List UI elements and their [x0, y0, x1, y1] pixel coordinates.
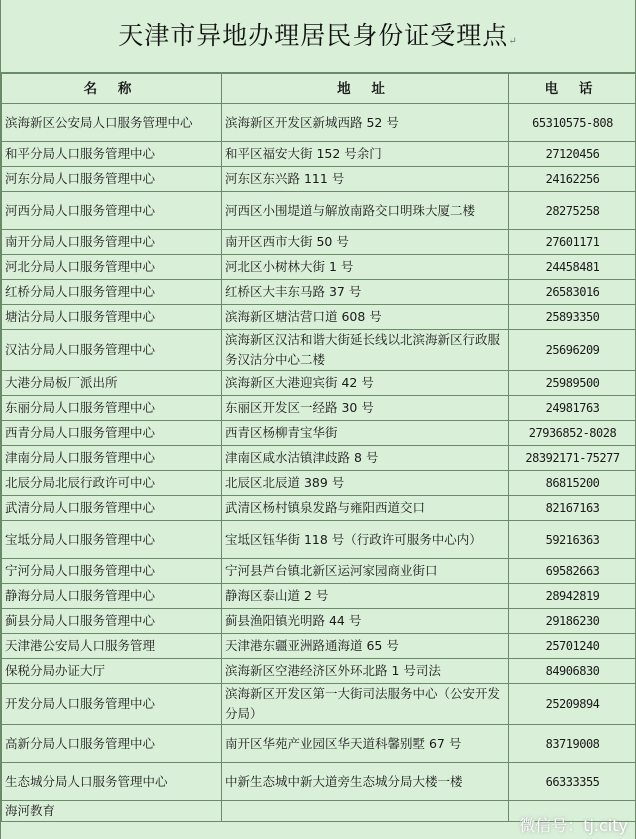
cell-name: 塘沽分局人口服务管理中心: [2, 305, 222, 330]
cell-address: 和平区福安大街 152 号余门: [222, 142, 509, 167]
table-row: [2, 192, 636, 230]
table-row: [2, 471, 636, 496]
cell-name: 高新分局人口服务管理中心: [2, 725, 222, 763]
cell-name: 武清分局人口服务管理中心: [2, 496, 222, 521]
cell-phone: 26583016: [509, 280, 636, 305]
cell-address: 西青区杨柳青宝华街: [222, 421, 509, 446]
cell-name: 海河教育: [2, 801, 222, 822]
table-row: [2, 305, 636, 330]
cell-phone: 69582663: [509, 559, 636, 584]
cell-phone: 24458481: [509, 255, 636, 280]
table-row: [2, 659, 636, 684]
cell-name: 东丽分局人口服务管理中心: [2, 396, 222, 421]
table-row: [2, 280, 636, 305]
cell-address: 滨海新区汉沽和谐大街延长线以北滨海新区行政服务汉沽分中心二楼: [222, 330, 509, 371]
watermark: 微信号：tj.city: [519, 816, 628, 835]
cell-address: 蓟县渔阳镇光明路 44 号: [222, 609, 509, 634]
cell-address: 东丽区开发区一经路 30 号: [222, 396, 509, 421]
cell-address: 宁河县芦台镇北新区运河家园商业街口: [222, 559, 509, 584]
cell-address: 滨海新区空港经济区外环北路 1 号司法: [222, 659, 509, 684]
table-row: [2, 446, 636, 471]
cell-name: 西青分局人口服务管理中心: [2, 421, 222, 446]
cell-address: 红桥区大丰东马路 37 号: [222, 280, 509, 305]
cell-name: 宝坻分局人口服务管理中心: [2, 521, 222, 559]
cell-phone: 28942819: [509, 584, 636, 609]
cell-name: 汉沽分局人口服务管理中心: [2, 330, 222, 371]
cell-address: 南开区西市大街 50 号: [222, 230, 509, 255]
cell-address: 武清区杨村镇泉发路与雍阳西道交口: [222, 496, 509, 521]
table-row: [2, 521, 636, 559]
cell-phone: 27601171: [509, 230, 636, 255]
cell-name: 蓟县分局人口服务管理中心: [2, 609, 222, 634]
cell-name: 和平分局人口服务管理中心: [2, 142, 222, 167]
cell-name: 南开分局人口服务管理中心: [2, 230, 222, 255]
table-row: [2, 330, 636, 371]
cell-phone: 24981763: [509, 396, 636, 421]
table-row: [2, 104, 636, 142]
cell-name: 宁河分局人口服务管理中心: [2, 559, 222, 584]
table-row: [2, 634, 636, 659]
table-row: [2, 142, 636, 167]
cell-phone: 25989500: [509, 371, 636, 396]
cell-phone: 25209894: [509, 684, 636, 725]
table-row: [2, 421, 636, 446]
cell-address: 宝坻区钰华街 118 号（行政许可服务中心内）: [222, 521, 509, 559]
cell-address: 河东区东兴路 111 号: [222, 167, 509, 192]
cell-name: 滨海新区公安局人口服务管理中心: [2, 104, 222, 142]
cell-name: 河北分局人口服务管理中心: [2, 255, 222, 280]
document-title: [1, 0, 635, 73]
cell-name: 保税分局办证大厅: [2, 659, 222, 684]
cell-name: 河西分局人口服务管理中心: [2, 192, 222, 230]
cell-address: 静海区泰山道 2 号: [222, 584, 509, 609]
cell-phone: 25696209: [509, 330, 636, 371]
cell-phone: 28275258: [509, 192, 636, 230]
cell-phone: 83719008: [509, 725, 636, 763]
cell-name: 河东分局人口服务管理中心: [2, 167, 222, 192]
cell-address: 天津港东疆亚洲路通海道 65 号: [222, 634, 509, 659]
table-row: [2, 684, 636, 725]
cell-name: 北辰分局北辰行政许可中心: [2, 471, 222, 496]
table-row: [2, 584, 636, 609]
cell-address: 北辰区北辰道 389 号: [222, 471, 509, 496]
cell-phone: 24162256: [509, 167, 636, 192]
header-address: 地 址: [222, 74, 509, 104]
table-row: [2, 559, 636, 584]
table-row: [2, 255, 636, 280]
table-body: [2, 74, 636, 822]
cell-address: 滨海新区开发区第一大街司法服务中心（公安开发分局）: [222, 684, 509, 725]
cell-phone: 66333355: [509, 763, 636, 801]
cell-address: 滨海新区塘沽营口道 608 号: [222, 305, 509, 330]
cell-phone: 28392171-75277: [509, 446, 636, 471]
table-row: [2, 230, 636, 255]
locations-table: [1, 73, 636, 822]
table-row: [2, 763, 636, 801]
cell-phone: 25893350: [509, 305, 636, 330]
cell-address: 河北区小树林大街 1 号: [222, 255, 509, 280]
cell-phone: 65310575-808: [509, 104, 636, 142]
cell-phone: 84906830: [509, 659, 636, 684]
cell-phone: 29186230: [509, 609, 636, 634]
table-row: [2, 167, 636, 192]
cell-name: 大港分局板厂派出所: [2, 371, 222, 396]
table-row: [2, 725, 636, 763]
cell-phone: 27120456: [509, 142, 636, 167]
table-row: [2, 371, 636, 396]
cell-address: 河西区小围堤道与解放南路交口明珠大厦二楼: [222, 192, 509, 230]
table-row: [2, 496, 636, 521]
cell-address: 津南区咸水沽镇津歧路 8 号: [222, 446, 509, 471]
cell-name: 津南分局人口服务管理中心: [2, 446, 222, 471]
cell-address: 滨海新区开发区新城西路 52 号: [222, 104, 509, 142]
cell-address: 滨海新区大港迎宾街 42 号: [222, 371, 509, 396]
cell-address: [222, 801, 509, 822]
cell-phone: 59216363: [509, 521, 636, 559]
cell-address: 中新生态城中新大道旁生态城分局大楼一楼: [222, 763, 509, 801]
cell-name: 生态城分局人口服务管理中心: [2, 763, 222, 801]
cell-phone: 27936852-8028: [509, 421, 636, 446]
title-text: 天津市异地办理居民身份证受理点: [118, 21, 509, 50]
cell-address: 南开区华苑产业园区华天道科馨别墅 67 号: [222, 725, 509, 763]
table-row: [2, 609, 636, 634]
paragraph-mark: ↵: [508, 36, 518, 47]
cell-phone: 25701240: [509, 634, 636, 659]
header-phone: 电 话: [509, 74, 636, 104]
header-name: 名 称: [2, 74, 222, 104]
cell-name: 天津港公安局人口服务管理: [2, 634, 222, 659]
cell-phone: 86815200: [509, 471, 636, 496]
cell-phone: 82167163: [509, 496, 636, 521]
cell-name: 开发分局人口服务管理中心: [2, 684, 222, 725]
cell-name: 静海分局人口服务管理中心: [2, 584, 222, 609]
cell-name: 红桥分局人口服务管理中心: [2, 280, 222, 305]
header-row: [2, 74, 636, 104]
table-row: [2, 396, 636, 421]
